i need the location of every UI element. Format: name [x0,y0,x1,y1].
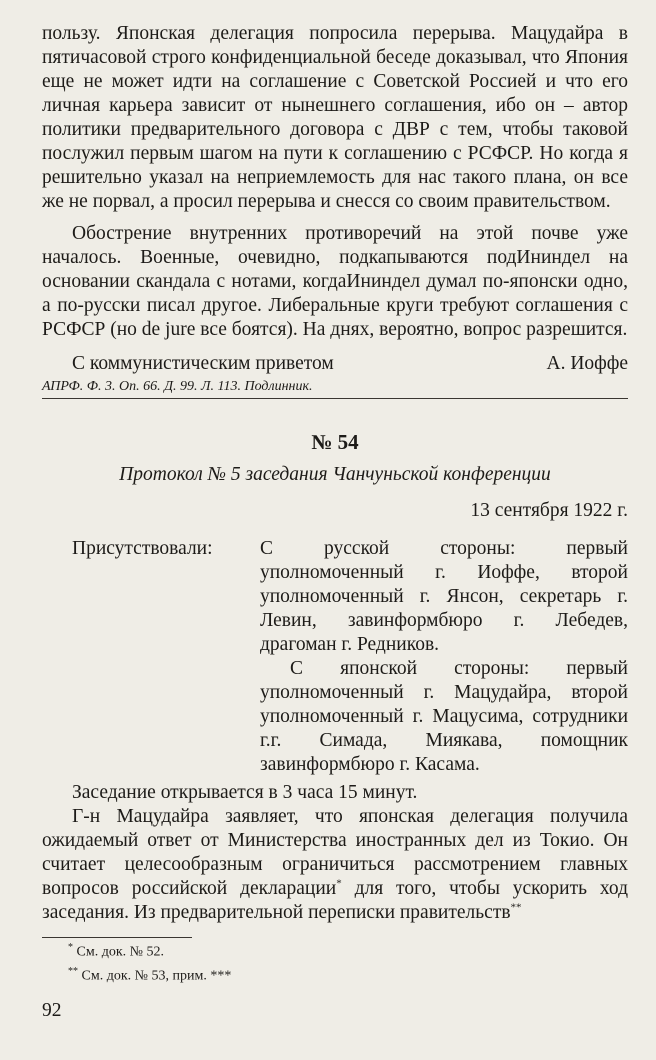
japanese-side: С японской стороны: первый уполномоченный г. Мацудайра, второй уполномоченный г. Мацусима, сотрудники г.г. Симада, Миякава, помощник завинформбюро г. Касама. [260,658,628,775]
attendees-list [260,537,628,777]
document-page [42,22,628,985]
signature: А. Иоффе [546,353,628,374]
opening-statement: Заседание открывается в 3 часа 15 минут. [72,782,418,803]
signature-row [42,352,628,376]
page-number: 92 [42,1000,62,1021]
footnote-2-text: См. док. № 53, прим. *** [78,968,232,984]
body-text-1: Г-н Мацудайра заявляет, что японская делегация получила ожидаемый ответ от Министерства иностранных дел из Токио. Он считает целесообразным ограничиться рассмотрением главных вопросов российской декларации [42,806,628,899]
body-text-2: для того, чтобы ускорить ход заседания. Из предварительной переписки правительств [42,878,628,923]
paragraph-1: пользу. Японская делегация попросила перерыва. Мацудайра в пятичасовой строго конфиденциальной беседе доказывал, что Япония еще не может идти на соглашение с Советской Россией и что его личная карьера зависит от нынешнего соглашения, ибо он – автор политики предварительного договора с ДВР с тем, чтобы таковой послужил первым шагом на пути к соглашению с РСФСР. Но когда я решительно указал на неприемлемость для нас такого плана, он все же не порвал, а просил перерыва и снесся со своим правительством. [42,23,628,212]
paragraph-2: Обострение внутренних противоречий на этой почве уже началось. Военные, очевидно, подкапываются подИниндел на основании скандала с нотами, когдаИниндел думал по-японски одно, а по-русски писал другое. Либеральные круги требуют соглашения с РСФСР (но de jure все боятся). На днях, вероятно, вопрос разрешится. [42,223,628,340]
russian-side: С русской стороны: первый уполномоченный г. Иоффе, второй уполномоченный г. Янсон, секретарь г. Левин, завинформбюро г. Лебедев, драгоман г. Редников. [260,538,628,655]
footnote-ref-2: ** [510,901,522,914]
footnote-ref-1: * [336,877,342,890]
document-title: Протокол № 5 заседания Чанчуньской конференции [119,464,551,485]
attendees-block [42,537,628,777]
footnote-1-mark: * [68,942,73,953]
greeting: С коммунистическим приветом [72,353,334,374]
document-number: № 54 [311,430,359,454]
attendees-label: Присутствовали: [72,538,213,559]
archive-source: АПРФ. Ф. 3. Оп. 66. Д. 99. Л. 113. Подлинник. [42,378,628,399]
footnote-1-text: См. док. № 52. [73,944,164,960]
footnote-2-mark: ** [68,965,78,977]
body-paragraph [42,805,628,925]
document-date: 13 сентября 1922 г. [470,500,628,521]
footnote-1 [42,938,628,962]
footnote-2 [42,962,628,986]
